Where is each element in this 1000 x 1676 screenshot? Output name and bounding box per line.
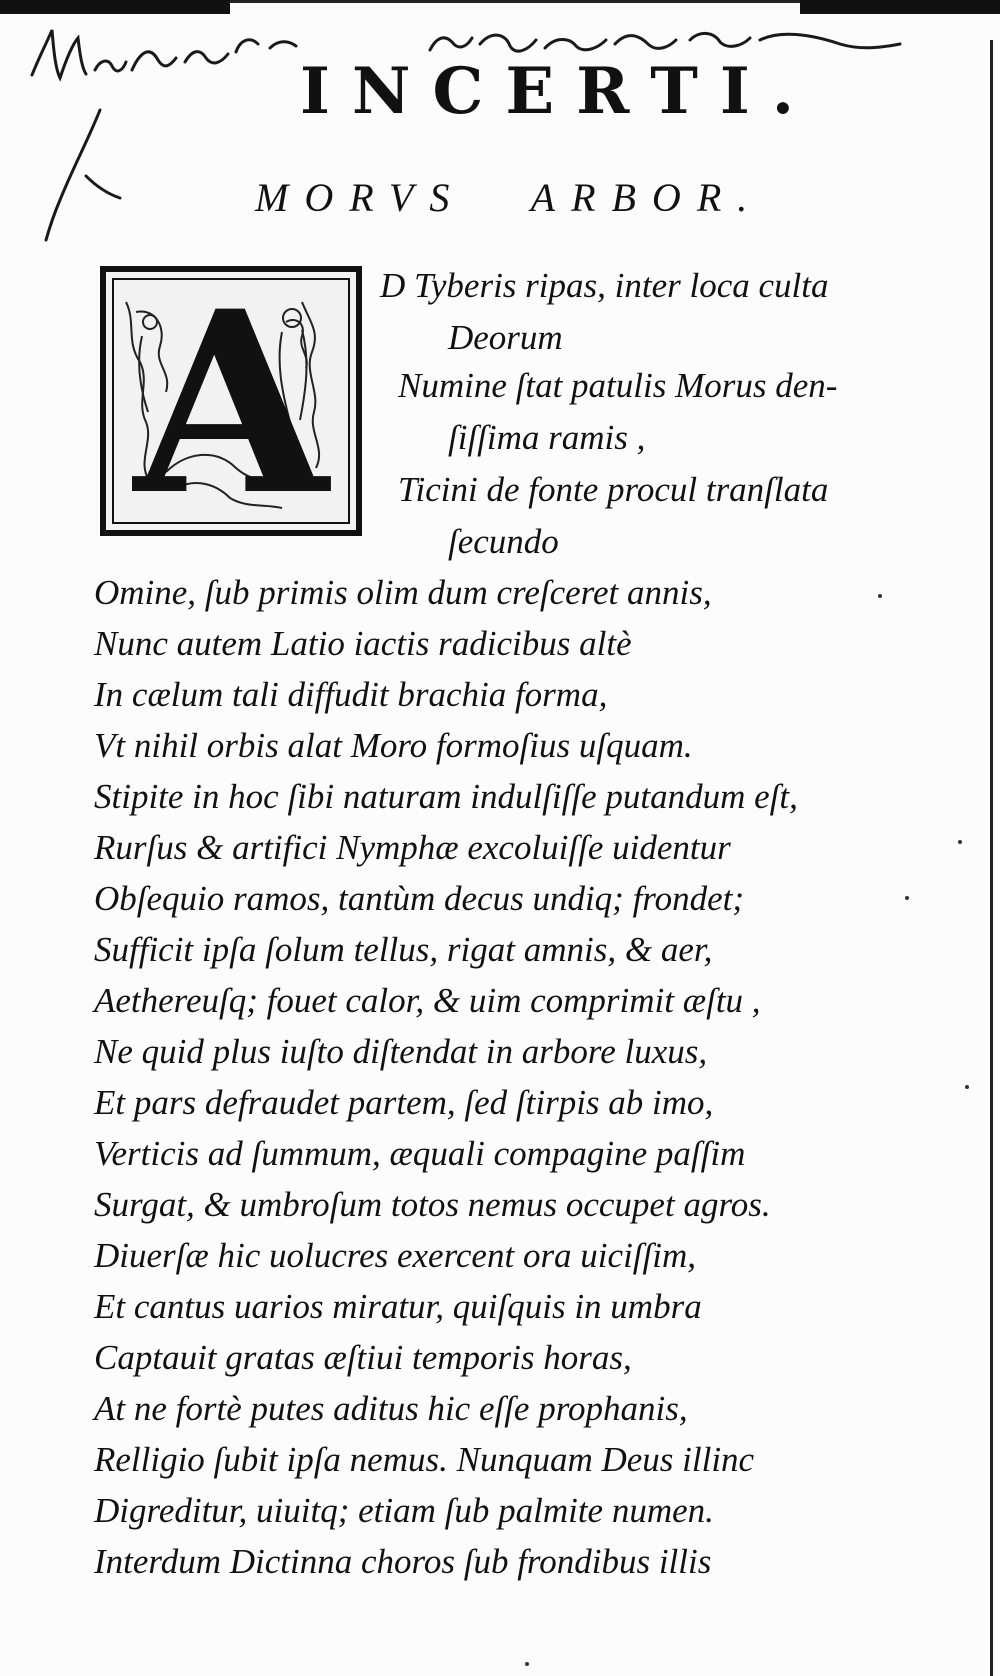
verse-line: Digreditur, uiuitq; etiam ſub palmite numen. (94, 1491, 714, 1530)
verse-line: Vt nihil orbis alat Moro formoſius uſquam. (94, 726, 693, 765)
verse-line: ſecundo (448, 522, 559, 561)
ink-speck (958, 840, 962, 844)
verse-line: At ne fortè putes aditus hic eſſe prophanis, (94, 1389, 688, 1428)
ink-speck (878, 594, 882, 598)
verse-line: Et pars defraudet partem, ſed ſtirpis ab imo, (94, 1083, 714, 1122)
decorated-initial (100, 266, 362, 536)
verse-line: Surgat, & umbroſum totos nemus occupet agros. (94, 1185, 771, 1224)
verse-line: Captauit gratas æſtiui temporis horas, (94, 1338, 632, 1377)
ink-speck (965, 1085, 969, 1089)
verse-line: Interdum Dictinna choros ſub frondibus illis (94, 1542, 712, 1581)
verse-line: Diuerſæ hic uolucres exercent ora uiciſſim, (94, 1236, 696, 1275)
verse-line: Aethereuſq; fouet calor, & uim comprimit æſtu , (94, 981, 761, 1020)
verse-line: Relligio ſubit ipſa nemus. Nunquam Deus illinc (94, 1440, 755, 1479)
verse-line: Et cantus uarios miratur, quiſquis in umbra (94, 1287, 702, 1326)
verse-line: Numine ſtat patulis Morus den- (398, 366, 838, 405)
verse-line: ſiſſima ramis , (448, 418, 646, 457)
verse-line: Verticis ad ſummum, æquali compagine paſſim (94, 1134, 746, 1173)
verse-line: Stipite in hoc ſibi naturam indulſiſſe putandum eſt, (94, 777, 798, 816)
verse-line: Sufficit ipſa ſolum tellus, rigat amnis, & aer, (94, 930, 713, 969)
initial-letter: A (134, 266, 328, 536)
verse-line: Nunc autem Latio iactis radicibus altè (94, 624, 632, 663)
verse-line: Deorum (448, 318, 563, 357)
verse-line: Obſequio ramos, tantùm decus undiq; frondet; (94, 879, 745, 918)
verse-line: D Tyberis ripas, inter loca culta (380, 266, 829, 305)
verse-line: Omine, ſub primis olim dum creſceret annis, (94, 573, 712, 612)
handwritten-annotation (0, 0, 1000, 260)
verse-line: Ne quid plus iuſto diſtendat in arbore luxus, (94, 1032, 708, 1071)
verse-line: Ticini de fonte procul tranſlata (398, 470, 829, 509)
verse-line: Rurſus & artifici Nymphæ excoluiſſe uidentur (94, 828, 731, 867)
poem-title: MORVS ARBOR. (255, 175, 764, 220)
ink-speck (525, 1662, 529, 1666)
page-right-edge (990, 40, 993, 1676)
page-title: INCERTI. (300, 54, 817, 129)
ink-speck (905, 896, 909, 900)
verse-line: In cælum tali diffudit brachia forma, (94, 675, 608, 714)
